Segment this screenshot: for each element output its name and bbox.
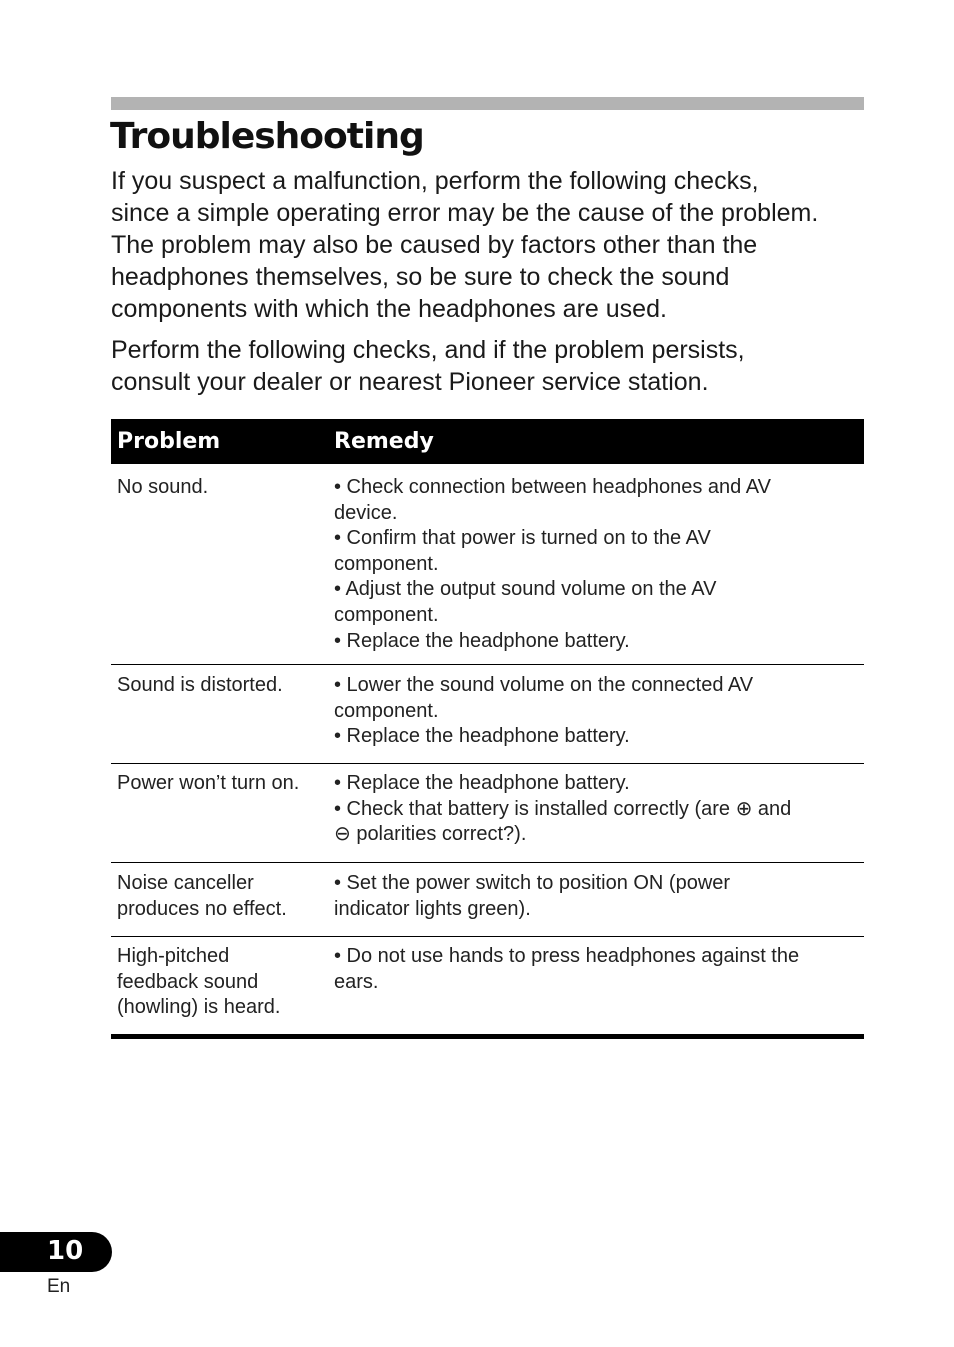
remedy-cell — [334, 771, 864, 862]
remedy-line: • Do not use hands to press headphones against the — [334, 945, 800, 967]
intro-paragraph-2 — [111, 334, 871, 398]
remedy-cell — [334, 944, 864, 1034]
remedy-line: • Replace the headphone battery. — [334, 725, 630, 748]
remedy-line: • Set the power switch to position ON (power — [334, 872, 731, 894]
problem-line: feedback sound — [117, 970, 259, 993]
table-row — [111, 764, 864, 863]
problem-cell — [111, 944, 334, 1034]
header-problem: Problem — [117, 429, 221, 454]
problem-line: Power won’t turn on. — [117, 772, 300, 794]
remedy-line: • Check connection between headphones and AV — [334, 476, 771, 498]
remedy-line: • Adjust the output sound volume on the AV — [334, 578, 717, 601]
remedy-line: ⊖ polarities correct?). — [334, 823, 527, 846]
remedy-line: component. — [334, 552, 439, 575]
problem-line: (howling) is heard. — [117, 996, 281, 1019]
remedy-line: component. — [334, 699, 439, 722]
table-row — [111, 464, 864, 665]
problem-line: Sound is distorted. — [117, 674, 283, 696]
problem-line: High-pitched — [117, 945, 230, 967]
intro-line: headphones themselves, so be sure to check the sound — [111, 263, 730, 291]
page-number: 10 — [47, 1236, 84, 1266]
remedy-cell — [334, 673, 864, 763]
problem-cell — [111, 871, 334, 936]
intro-line: The problem may also be caused by factors other than the — [111, 231, 758, 259]
header-remedy: Remedy — [334, 429, 434, 454]
intro-line: If you suspect a malfunction, perform the following checks, — [111, 167, 759, 195]
remedy-line: • Check that battery is installed correctly (are ⊕ and — [334, 797, 792, 820]
intro-line: Perform the following checks, and if the problem persists, — [111, 336, 745, 364]
remedy-line: device. — [334, 501, 398, 524]
remedy-cell — [334, 871, 864, 936]
intro-text — [111, 165, 871, 398]
page-title: Troubleshooting — [110, 116, 424, 157]
problem-line: Noise canceller — [117, 872, 254, 894]
remedy-line: • Confirm that power is turned on to the AV — [334, 527, 711, 550]
remedy-line: component. — [334, 603, 439, 626]
problem-line: produces no effect. — [117, 897, 287, 920]
problem-cell — [111, 475, 334, 664]
remedy-line: • Replace the headphone battery. — [334, 629, 630, 652]
remedy-line: • Lower the sound volume on the connected AV — [334, 674, 754, 696]
remedy-cell — [334, 475, 864, 664]
table-row — [111, 937, 864, 1034]
table-header — [111, 419, 864, 464]
intro-paragraph-1 — [111, 165, 871, 325]
intro-line: consult your dealer or nearest Pioneer service station. — [111, 368, 709, 396]
intro-line: since a simple operating error may be the cause of the problem. — [111, 199, 819, 227]
title-rule — [111, 97, 864, 110]
intro-line: components with which the headphones are used. — [111, 295, 667, 323]
problem-cell — [111, 673, 334, 763]
table-row — [111, 665, 864, 764]
problem-cell — [111, 771, 334, 862]
remedy-line: • Replace the headphone battery. — [334, 772, 630, 794]
language-label: En — [47, 1276, 71, 1297]
remedy-line: ears. — [334, 970, 379, 993]
remedy-line: indicator lights green). — [334, 897, 531, 920]
troubleshooting-table — [111, 419, 864, 1039]
table-row — [111, 863, 864, 937]
problem-line: No sound. — [117, 476, 209, 498]
